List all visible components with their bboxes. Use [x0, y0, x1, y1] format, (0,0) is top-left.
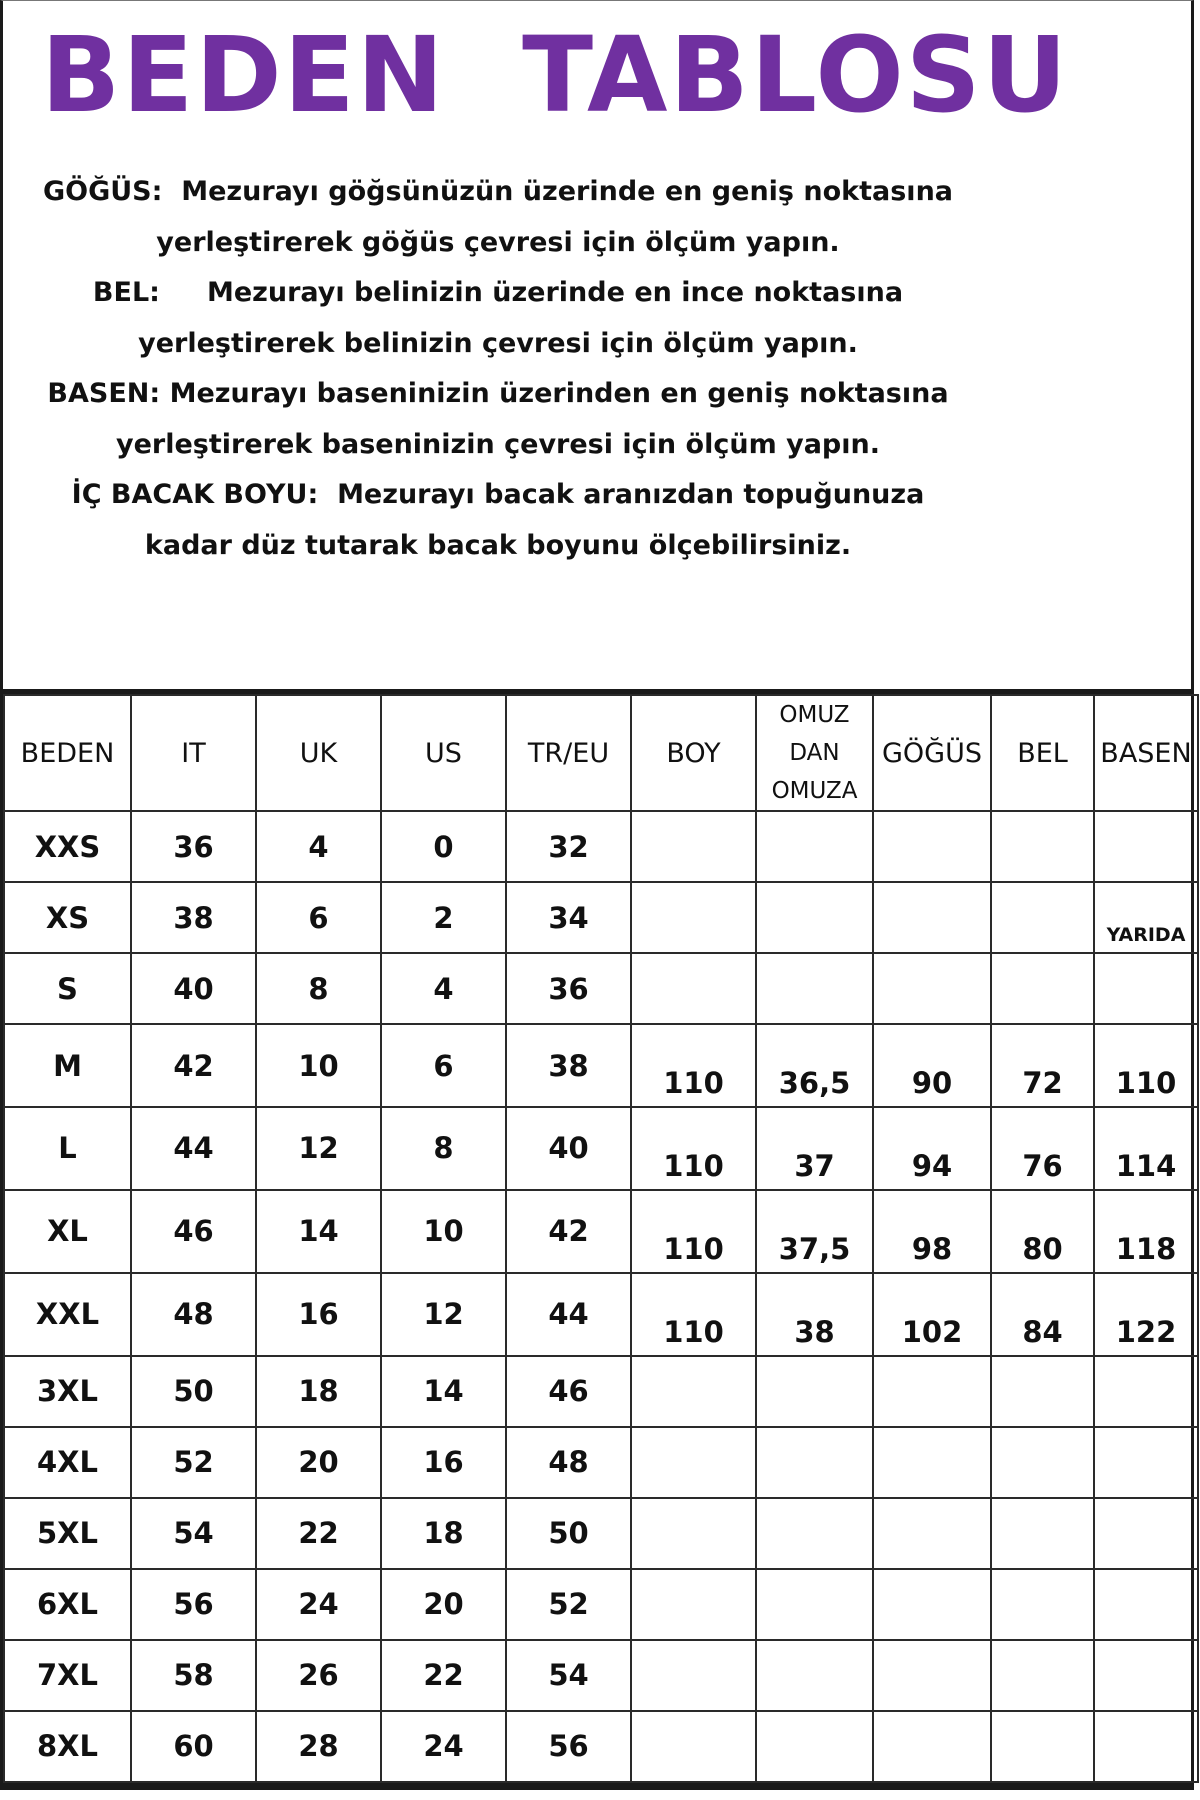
cell-it: 54 — [131, 1498, 256, 1569]
cell-us: 10 — [381, 1190, 506, 1273]
cell-beden: XL — [4, 1190, 131, 1273]
yarida-note: YARIDA — [1094, 882, 1198, 953]
cell-treu: 54 — [506, 1640, 631, 1711]
header-omuz-line: OMUZ — [779, 702, 850, 728]
cell-it: 36 — [131, 811, 256, 882]
cell-it: 44 — [131, 1107, 256, 1190]
header-basen: BASEN — [1094, 695, 1198, 811]
cell-us: 2 — [381, 882, 506, 953]
cell-boy — [631, 811, 756, 882]
table-row — [4, 1356, 1198, 1427]
page-title: BEDEN TABLOSU — [41, 14, 1070, 136]
cell-gogus: 90 — [873, 1024, 991, 1107]
instruction-line: yerleştirerek baseninizin çevresi için ölçüm yapın. — [116, 428, 880, 460]
cell-it: 60 — [131, 1711, 256, 1782]
instruction-line: GÖĞÜS: Mezurayı göğsünüzün üzerinde en geniş noktasına — [42, 176, 954, 207]
cell-it: 40 — [131, 953, 256, 1024]
table-row — [4, 1024, 1198, 1107]
cell-bel — [991, 1498, 1094, 1569]
cell-bel: 84 — [991, 1273, 1094, 1356]
instruction-line: yerleştirerek göğüs çevresi için ölçüm yapın. — [156, 226, 840, 258]
cell-bel — [991, 1711, 1094, 1782]
table-row — [4, 1190, 1198, 1273]
table-row — [4, 811, 1198, 882]
cell-uk: 24 — [256, 1569, 381, 1640]
cell-it: 58 — [131, 1640, 256, 1711]
size-table-body — [4, 811, 1198, 1782]
cell-gogus — [873, 1498, 991, 1569]
cell-us: 16 — [381, 1427, 506, 1498]
table-row — [4, 953, 1198, 1024]
cell-us: 20 — [381, 1569, 506, 1640]
cell-treu: 48 — [506, 1427, 631, 1498]
table-row — [4, 1498, 1198, 1569]
table-row — [4, 1640, 1198, 1711]
cell-boy — [631, 1498, 756, 1569]
cell-gogus — [873, 1356, 991, 1427]
header-it: IT — [131, 695, 256, 811]
cell-boy — [631, 953, 756, 1024]
cell-gogus: 94 — [873, 1107, 991, 1190]
header-omuz-line: DAN — [789, 740, 840, 766]
cell-boy: 110 — [631, 1024, 756, 1107]
cell-basen — [1094, 1640, 1198, 1711]
cell-omuz: 38 — [756, 1273, 873, 1356]
cell-treu: 44 — [506, 1273, 631, 1356]
cell-basen: 122 — [1094, 1273, 1198, 1356]
cell-treu: 32 — [506, 811, 631, 882]
header-beden: BEDEN — [4, 695, 131, 811]
header-omuz-line: OMUZA — [771, 778, 858, 804]
cell-basen — [1094, 1498, 1198, 1569]
table-row — [4, 1711, 1198, 1782]
cell-it: 38 — [131, 882, 256, 953]
cell-uk: 26 — [256, 1640, 381, 1711]
instruction-line: yerleştirerek belinizin çevresi için ölçüm yapın. — [138, 327, 858, 359]
cell-omuz: 37 — [756, 1107, 873, 1190]
table-row — [4, 1107, 1198, 1190]
cell-beden: 6XL — [4, 1569, 131, 1640]
cell-uk: 16 — [256, 1273, 381, 1356]
instruction-line: BASEN: Mezurayı baseninizin üzerinden en geniş noktasına — [47, 378, 949, 409]
cell-boy — [631, 882, 756, 953]
cell-bel — [991, 811, 1094, 882]
cell-boy: 110 — [631, 1190, 756, 1273]
cell-uk: 8 — [256, 953, 381, 1024]
cell-bel — [991, 1356, 1094, 1427]
cell-omuz — [756, 1427, 873, 1498]
header-us: US — [381, 695, 506, 811]
cell-beden: 5XL — [4, 1498, 131, 1569]
cell-bel: 76 — [991, 1107, 1094, 1190]
cell-it: 48 — [131, 1273, 256, 1356]
cell-treu: 50 — [506, 1498, 631, 1569]
cell-us: 14 — [381, 1356, 506, 1427]
cell-treu: 34 — [506, 882, 631, 953]
cell-it: 56 — [131, 1569, 256, 1640]
cell-basen: 118 — [1094, 1190, 1198, 1273]
header-uk: UK — [256, 695, 381, 811]
table-row — [4, 1569, 1198, 1640]
cell-gogus: 102 — [873, 1273, 991, 1356]
cell-omuz — [756, 953, 873, 1024]
cell-uk: 4 — [256, 811, 381, 882]
cell-it: 50 — [131, 1356, 256, 1427]
cell-gogus — [873, 1711, 991, 1782]
cell-basen — [1094, 811, 1198, 882]
cell-bel — [991, 1640, 1094, 1711]
cell-omuz — [756, 1498, 873, 1569]
cell-treu: 40 — [506, 1107, 631, 1190]
cell-beden: M — [4, 1024, 131, 1107]
cell-uk: 20 — [256, 1427, 381, 1498]
cell-beden: S — [4, 953, 131, 1024]
measurement-instructions — [3, 167, 993, 571]
cell-bel — [991, 882, 1094, 953]
cell-uk: 12 — [256, 1107, 381, 1190]
cell-it: 46 — [131, 1190, 256, 1273]
cell-treu: 52 — [506, 1569, 631, 1640]
header-boy: BOY — [631, 695, 756, 811]
instruction-line: kadar düz tutarak bacak boyunu ölçebilirsiniz. — [144, 529, 852, 561]
cell-it: 42 — [131, 1024, 256, 1107]
cell-omuz — [756, 1356, 873, 1427]
cell-bel: 80 — [991, 1190, 1094, 1273]
header-gogus: GÖĞÜS — [873, 695, 991, 811]
cell-us: 12 — [381, 1273, 506, 1356]
cell-omuz — [756, 882, 873, 953]
cell-bel: 72 — [991, 1024, 1094, 1107]
table-row — [4, 882, 1198, 953]
cell-beden: 8XL — [4, 1711, 131, 1782]
cell-boy — [631, 1569, 756, 1640]
cell-gogus — [873, 1569, 991, 1640]
cell-basen — [1094, 1356, 1198, 1427]
cell-gogus — [873, 1427, 991, 1498]
cell-treu: 36 — [506, 953, 631, 1024]
cell-bel — [991, 1427, 1094, 1498]
cell-boy — [631, 1640, 756, 1711]
cell-basen — [1094, 953, 1198, 1024]
cell-beden: XXL — [4, 1273, 131, 1356]
cell-gogus — [873, 882, 991, 953]
cell-us: 8 — [381, 1107, 506, 1190]
cell-beden: XS — [4, 882, 131, 953]
cell-uk: 22 — [256, 1498, 381, 1569]
cell-us: 0 — [381, 811, 506, 882]
cell-it: 52 — [131, 1427, 256, 1498]
cell-beden: XXS — [4, 811, 131, 882]
cell-boy — [631, 1711, 756, 1782]
cell-uk: 6 — [256, 882, 381, 953]
cell-boy — [631, 1427, 756, 1498]
cell-us: 18 — [381, 1498, 506, 1569]
header-tr-eu: TR/EU — [506, 695, 631, 811]
cell-omuz: 36,5 — [756, 1024, 873, 1107]
cell-beden: 3XL — [4, 1356, 131, 1427]
cell-treu: 46 — [506, 1356, 631, 1427]
cell-basen: 114 — [1094, 1107, 1198, 1190]
cell-treu: 42 — [506, 1190, 631, 1273]
cell-basen — [1094, 1427, 1198, 1498]
cell-omuz — [756, 1711, 873, 1782]
cell-uk: 10 — [256, 1024, 381, 1107]
cell-boy — [631, 1356, 756, 1427]
cell-bel — [991, 953, 1094, 1024]
table-row — [4, 1427, 1198, 1498]
cell-bel — [991, 1569, 1094, 1640]
header-bel: BEL — [991, 695, 1094, 811]
cell-us: 22 — [381, 1640, 506, 1711]
header-omuz-dan-omuza — [756, 695, 873, 811]
cell-us: 4 — [381, 953, 506, 1024]
instruction-line: BEL: Mezurayı belinizin üzerinde en ince noktasına — [92, 277, 904, 308]
cell-boy: 110 — [631, 1107, 756, 1190]
cell-us: 6 — [381, 1024, 506, 1107]
cell-beden: 4XL — [4, 1427, 131, 1498]
cell-omuz — [756, 1640, 873, 1711]
cell-treu: 56 — [506, 1711, 631, 1782]
instruction-line: İÇ BACAK BOYU: Mezurayı bacak aranızdan topuğunuza — [71, 479, 925, 510]
cell-uk: 14 — [256, 1190, 381, 1273]
cell-uk: 18 — [256, 1356, 381, 1427]
cell-us: 24 — [381, 1711, 506, 1782]
cell-basen — [1094, 1711, 1198, 1782]
cell-omuz — [756, 811, 873, 882]
cell-basen: 110 — [1094, 1024, 1198, 1107]
table-header-row — [4, 695, 1198, 811]
cell-gogus — [873, 1640, 991, 1711]
cell-gogus: 98 — [873, 1190, 991, 1273]
cell-beden: 7XL — [4, 1640, 131, 1711]
cell-beden: L — [4, 1107, 131, 1190]
cell-omuz — [756, 1569, 873, 1640]
cell-treu: 38 — [506, 1024, 631, 1107]
cell-boy: 110 — [631, 1273, 756, 1356]
table-row — [4, 1273, 1198, 1356]
cell-gogus — [873, 811, 991, 882]
cell-omuz: 37,5 — [756, 1190, 873, 1273]
cell-uk: 28 — [256, 1711, 381, 1782]
size-table — [3, 694, 1199, 1783]
cell-gogus — [873, 953, 991, 1024]
cell-basen — [1094, 1569, 1198, 1640]
